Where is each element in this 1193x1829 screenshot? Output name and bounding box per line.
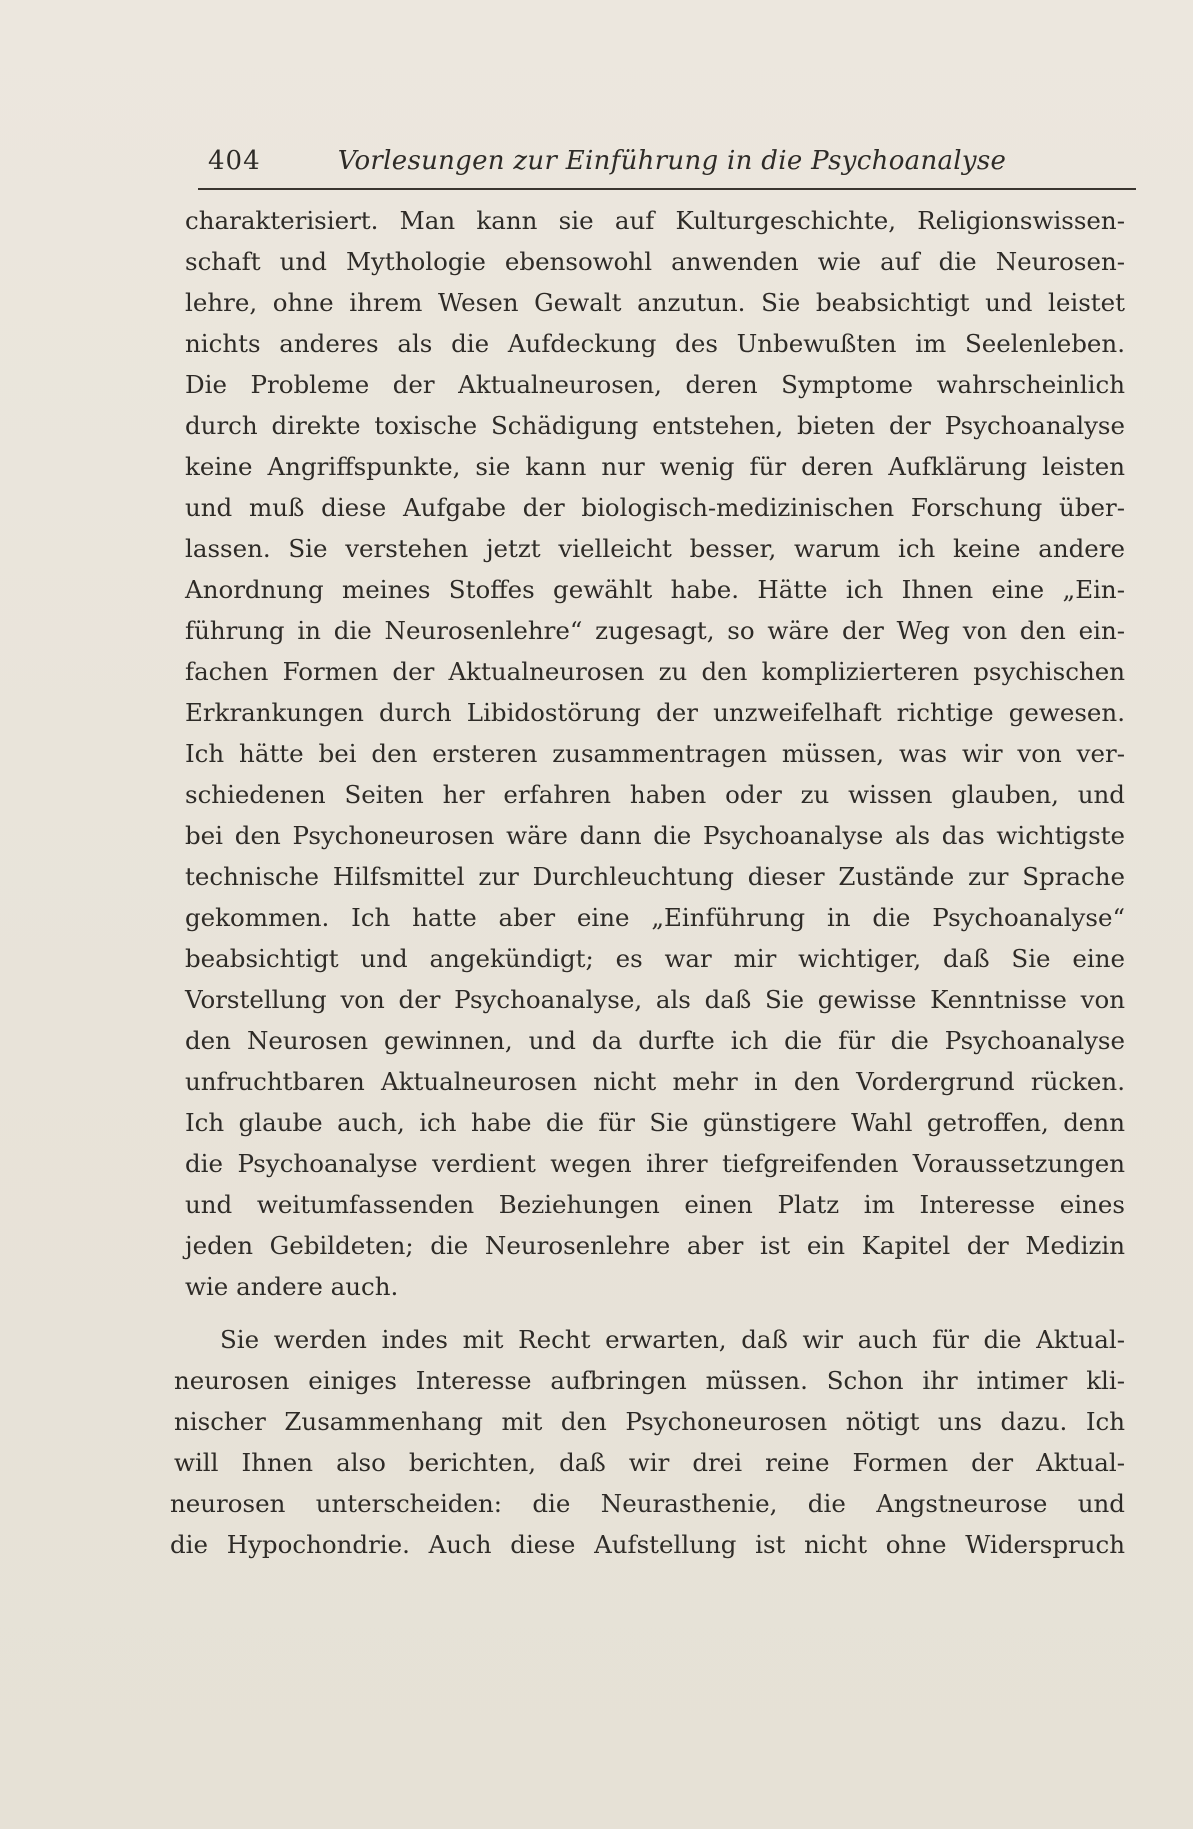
- header-rule: [198, 188, 1136, 190]
- text-line: und muß diese Aufgabe der biologisch-medizinischen Forschung über-: [185, 493, 1125, 522]
- paragraph-1: [185, 200, 1125, 1307]
- text-line: bei den Psychoneurosen wäre dann die Psychoanalyse als das wichtigste: [185, 821, 1125, 850]
- text-line: den Neurosen gewinnen, und da durfte ich die für die Psychoanalyse: [185, 1026, 1125, 1055]
- text-line: nischer Zusammenhang mit den Psychoneurosen nötigt uns dazu. Ich: [174, 1407, 1125, 1436]
- page-number: 404: [208, 146, 261, 176]
- text-line: unfruchtbaren Aktualneurosen nicht mehr in den Vordergrund rücken.: [185, 1067, 1125, 1096]
- text-line: lehre, ohne ihrem Wesen Gewalt anzutun. Sie beabsichtigt und leistet: [185, 288, 1125, 317]
- text-line: schaft und Mythologie ebensowohl anwenden wie auf die Neurosen-: [185, 247, 1125, 276]
- text-line: wie andere auch.: [185, 1272, 399, 1301]
- text-line: Ich hätte bei den ersteren zusammentragen müssen, was wir von ver-: [185, 739, 1125, 768]
- text-line: jeden Gebildeten; die Neurosenlehre aber ist ein Kapitel der Medizin: [185, 1231, 1125, 1260]
- text-line: beabsichtigt und angekündigt; es war mir wichtiger, daß Sie eine: [185, 944, 1125, 973]
- running-title: Vorlesungen zur Einführung in die Psychoanalyse: [337, 146, 1007, 176]
- text-line: lassen. Sie verstehen jetzt vielleicht besser, warum ich keine andere: [185, 534, 1125, 563]
- text-line: fachen Formen der Aktualneurosen zu den komplizierteren psychischen: [185, 657, 1125, 686]
- text-line: Vorstellung von der Psychoanalyse, als daß Sie gewisse Kenntnisse von: [185, 985, 1125, 1014]
- text-line: nichts anderes als die Aufdeckung des Unbewußten im Seelenleben.: [185, 329, 1125, 358]
- text-line: die Psychoanalyse verdient wegen ihrer tiefgreifenden Voraussetzungen: [185, 1149, 1125, 1178]
- text-line: neurosen einiges Interesse aufbringen müssen. Schon ihr intimer kli-: [174, 1366, 1125, 1395]
- text-line: neurosen unterscheiden: die Neurasthenie, die Angstneurose und: [170, 1489, 1125, 1518]
- text-line: Erkrankungen durch Libidostörung der unzweifelhaft richtige gewesen.: [185, 698, 1125, 727]
- body-text: [170, 200, 1125, 1565]
- text-line: schiedenen Seiten her erfahren haben oder zu wissen glauben, und: [185, 780, 1125, 809]
- text-line: durch direkte toxische Schädigung entstehen, bieten der Psychoanalyse: [185, 411, 1125, 440]
- text-line: keine Angriffspunkte, sie kann nur wenig für deren Aufklärung leisten: [185, 452, 1125, 481]
- text-line: Sie werden indes mit Recht erwarten, daß wir auch für die Aktual-: [220, 1325, 1125, 1354]
- paragraph-2: [170, 1319, 1125, 1565]
- text-line: charakterisiert. Man kann sie auf Kulturgeschichte, Religionswissen-: [185, 206, 1125, 235]
- text-line: will Ihnen also berichten, daß wir drei reine Formen der Aktual-: [174, 1448, 1125, 1477]
- text-line: Ich glaube auch, ich habe die für Sie günstigere Wahl getroffen, denn: [185, 1108, 1125, 1137]
- text-line: Anordnung meines Stoffes gewählt habe. Hätte ich Ihnen eine „Ein-: [185, 575, 1125, 604]
- text-line: die Hypochondrie. Auch diese Aufstellung ist nicht ohne Widerspruch: [170, 1530, 1125, 1559]
- text-line: technische Hilfsmittel zur Durchleuchtung dieser Zustände zur Sprache: [185, 862, 1125, 891]
- text-line: und weitumfassenden Beziehungen einen Platz im Interesse eines: [185, 1190, 1125, 1219]
- page-header: [208, 146, 1136, 186]
- text-line: führung in die Neurosenlehre“ zugesagt, so wäre der Weg von den ein-: [185, 616, 1125, 645]
- text-line: gekommen. Ich hatte aber eine „Einführung in die Psychoanalyse“: [185, 903, 1125, 932]
- text-line: Die Probleme der Aktualneurosen, deren Symptome wahrscheinlich: [185, 370, 1125, 399]
